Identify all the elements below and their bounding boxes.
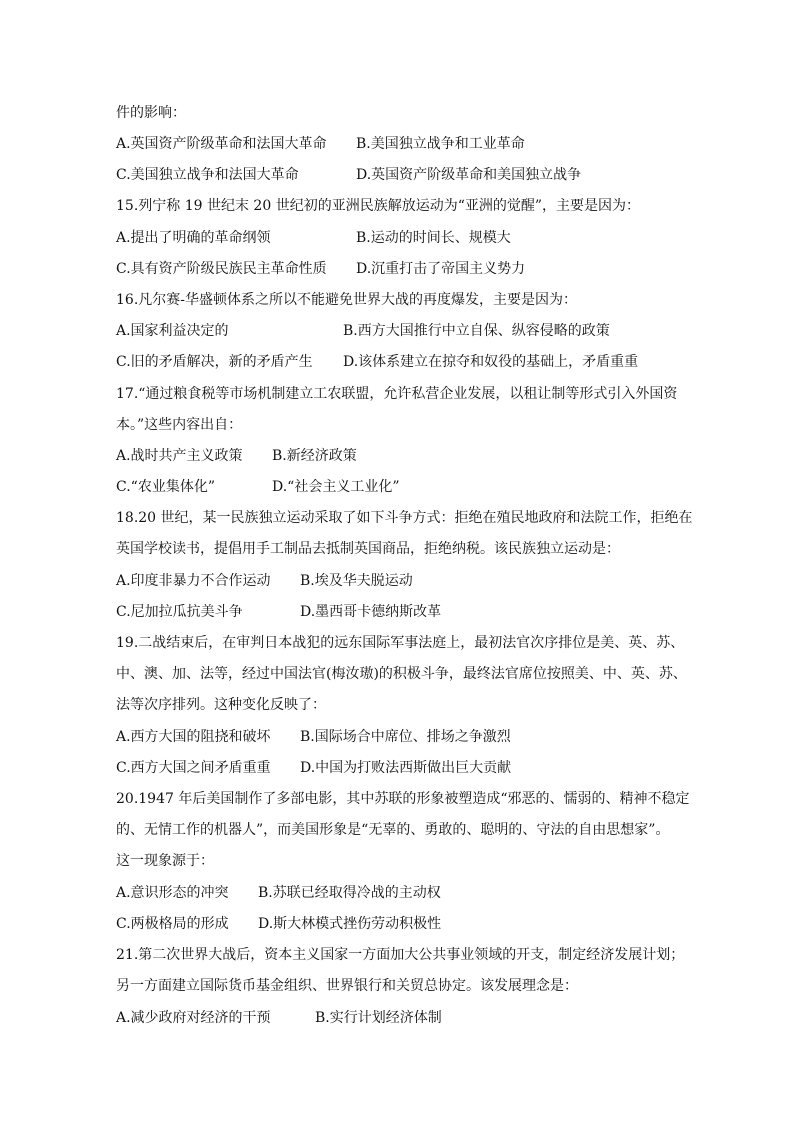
question-20-option-b: B.苏联已经取得冷战的主动权 (258, 885, 441, 901)
question-18-option-c: C.尼加拉瓜抗美斗争 (116, 604, 243, 620)
question-21-stem-line-2: 另一方面建立国际货币基金组织、世界银行和关贸总协定。该发展理念是： (116, 978, 578, 994)
question-18-stem-line-1: 18.20 世纪，某一民族独立运动采取了如下斗争方式：拒绝在殖民地政府和法院工作，拒绝在 (116, 510, 693, 526)
question-17-option-c: C.“农业集体化” (116, 479, 215, 495)
question-17-option-d: D.“社会主义工业化” (272, 479, 400, 495)
question-19-stem-line-1: 19.二战结束后，在审判日本战犯的远东国际军事法庭上，最初法官次序排位是美、英、苏、 (116, 635, 685, 651)
question-20-stem-line-2: 的、无情工作的机器人”，而美国形象是“无辜的、勇敢的、聪明的、守法的自由思想家”。 (116, 822, 670, 838)
question-18-stem-line-2: 英国学校读书，提倡用手工制品去抵制英国商品，拒绝纳税。该民族独立运动是： (116, 541, 620, 557)
question-15-option-a: A.提出了明确的革命纲领 (116, 230, 271, 246)
question-14-stem-tail: 件的影响： (116, 105, 186, 121)
question-17-stem-line-1: 17.“通过粮食税等市场机制建立工农联盟，允许私营企业发展，以租让制等形式引入外国资 (116, 386, 678, 402)
question-16-option-c: C.旧的矛盾解决，新的矛盾产生 (116, 354, 313, 370)
question-17-option-a: A.战时共产主义政策 (116, 448, 243, 464)
question-14-option-b: B.美国独立战争和工业革命 (356, 136, 525, 152)
question-16-option-d: D.该体系建立在掠夺和奴役的基础上，矛盾重重 (343, 354, 639, 370)
question-19-stem-line-3: 法等次序排列。这种变化反映了： (116, 697, 326, 713)
question-21-option-b: B.实行计划经济体制 (315, 1010, 442, 1026)
question-19-option-a: A.西方大国的阻挠和破坏 (116, 729, 271, 745)
question-20-option-d: D.斯大林模式挫伤劳动积极性 (258, 916, 442, 932)
question-17-option-b: B.新经济政策 (272, 448, 357, 464)
question-20-option-c: C.两极格局的形成 (116, 916, 229, 932)
question-18-option-b: B.埃及华夫脱运动 (300, 573, 413, 589)
question-20-stem-line-3: 这一现象源于： (116, 853, 214, 869)
question-14-option-c: C.美国独立战争和法国大革命 (116, 167, 299, 183)
question-16-option-b: B.西方大国推行中立自保、纵容侵略的政策 (343, 323, 610, 339)
question-19-option-c: C.西方大国之间矛盾重重 (116, 760, 271, 776)
question-18-option-d: D.墨西哥卡德纳斯改革 (300, 604, 442, 620)
question-19-option-d: D.中国为打败法西斯做出巨大贡献 (300, 760, 512, 776)
question-16-stem: 16.凡尔赛-华盛顿体系之所以不能避免世界大战的再度爆发，主要是因为： (116, 292, 577, 308)
question-15-stem: 15.列宁称 19 世纪末 20 世纪初的亚洲民族解放运动为“亚洲的觉醒”，主要是因为： (116, 198, 641, 214)
question-20-stem-line-1: 20.1947 年后美国制作了多部电影，其中苏联的形象被塑造成“邪恶的、懦弱的、精神不稳定 (116, 791, 690, 807)
question-21-option-a: A.减少政府对经济的干预 (116, 1010, 271, 1026)
question-15-option-c: C.具有资产阶级民族民主革命性质 (116, 261, 327, 277)
question-15-option-d: D.沉重打击了帝国主义势力 (356, 261, 526, 277)
question-19-stem-line-2: 中、澳、加、法等，经过中国法官(梅汝璈)的积极斗争，最终法官席位按照美、中、英、苏、 (116, 666, 687, 682)
question-19-option-b: B.国际场合中席位、排场之争激烈 (300, 729, 511, 745)
question-16-option-a: A.国家利益决定的 (116, 323, 229, 339)
question-18-option-a: A.印度非暴力不合作运动 (116, 573, 271, 589)
question-20-option-a: A.意识形态的冲突 (116, 885, 229, 901)
question-14-option-d: D.英国资产阶级革命和美国独立战争 (356, 167, 582, 183)
question-17-stem-line-2: 本。”这些内容出自： (116, 417, 243, 433)
question-21-stem-line-1: 21.第二次世界大战后，资本主义国家一方面加大公共事业领域的开支，制定经济发展计划； (116, 947, 685, 963)
question-15-option-b: B.运动的时间长、规模大 (356, 230, 511, 246)
question-14-option-a: A.英国资产阶级革命和法国大革命 (116, 136, 327, 152)
